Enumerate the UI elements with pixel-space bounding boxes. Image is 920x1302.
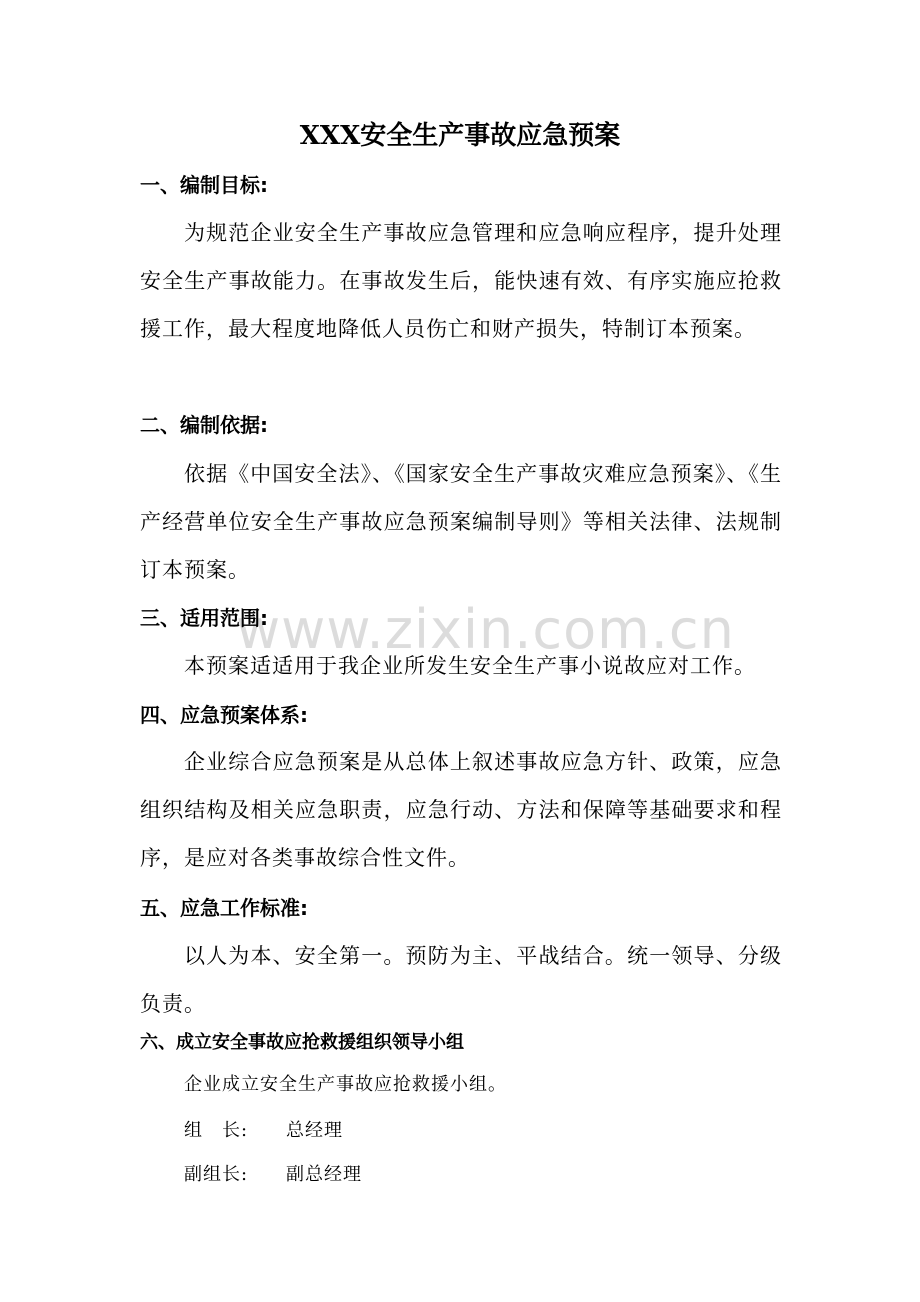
section-paragraph-4: 企业综合应急预案是从总体上叙述事故应急方针、政策，应急组织结构及相关应急职责，应急行动、方法和保障等基础要求和程序，是应对各类事故综合性文件。 (140, 750, 782, 870)
section-paragraph-5: 以人为本、安全第一。预防为主、平战结合。统一领导、分级负责。 (140, 944, 782, 1016)
section-heading-4: 四、应急预案体系: (140, 703, 308, 727)
section-heading-5: 五、应急工作标准: (140, 896, 308, 920)
role-row-leader (184, 1116, 784, 1146)
page-title: XXX安全生产事故应急预案 (299, 121, 621, 151)
role-row-deputy (184, 1160, 784, 1190)
section-heading-6: 六、成立安全事故应抢救援组织领导小组 (140, 1032, 464, 1053)
section-paragraph-2: 依据《中国安全法》、《国家安全生产事故灾难应急预案》、《生产经营单位安全生产事故应急预案编制导则》等相关法律、法规制订本预案。 (140, 462, 782, 582)
section-paragraph-3: 本预案适适用于我企业所发生安全生产事小说故应对工作。 (184, 654, 756, 678)
role-person: 总经理 (286, 1120, 343, 1141)
role-label: 副组长: (184, 1164, 249, 1185)
role-person: 副总经理 (286, 1164, 362, 1185)
watermark: www.zixin.com.cn (236, 598, 735, 661)
role-label: 组 长: (184, 1120, 249, 1141)
section-heading-3: 三、适用范围: (140, 606, 268, 630)
section-heading-1: 一、编制目标: (140, 173, 268, 197)
section-paragraph-1: 为规范企业安全生产事故应急管理和应急响应程序，提升处理安全生产事故能力。在事故发生后，能快速有效、有序实施应抢救援工作，最大程度地降低人员伤亡和财产损失，特制订本预案。 (140, 221, 782, 341)
section-paragraph-6: 企业成立安全生产事故应抢救援小组。 (184, 1074, 507, 1095)
section-heading-2: 二、编制依据: (140, 413, 268, 437)
